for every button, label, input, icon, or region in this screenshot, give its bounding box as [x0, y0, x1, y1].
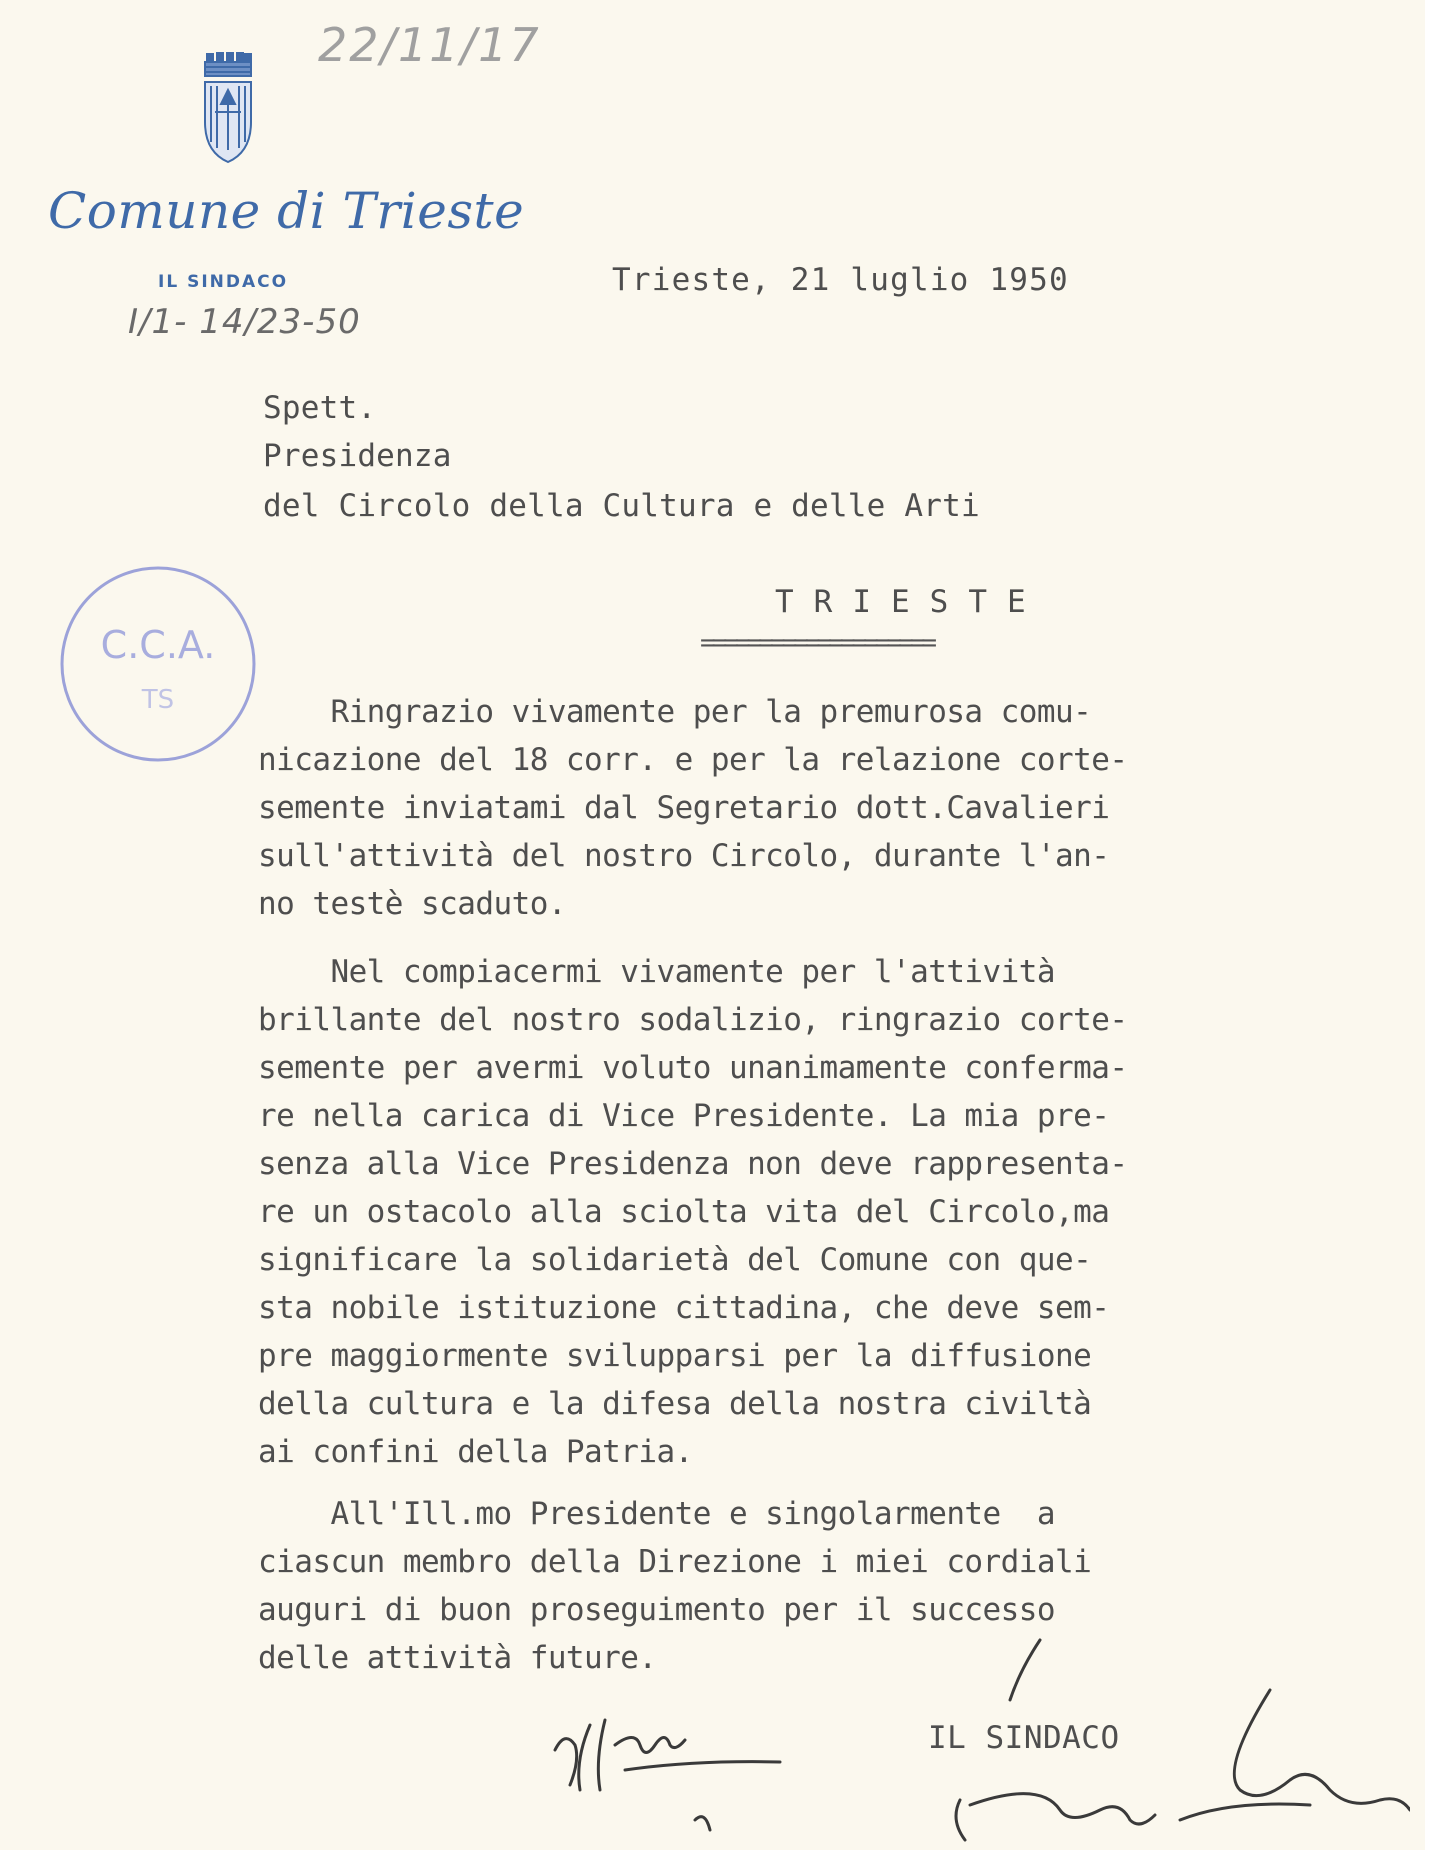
paragraph-line: senza alla Vice Presidenza non deve rappresenta- [258, 1146, 1128, 1182]
recipient-city: TRIESTE [775, 584, 1046, 620]
closing-title: IL SINDACO [928, 1720, 1120, 1756]
body-paragraph-1 [258, 688, 1378, 928]
archive-number-side: I/1- 14/23-50 [128, 302, 361, 342]
recipient-name: Presidenza [263, 438, 452, 474]
paragraph-line: semente per avermi voluto unanimamente conferma- [258, 1050, 1128, 1086]
paragraph-line: All'Ill.mo Presidente e singolarmente a [258, 1496, 1055, 1532]
paragraph-line: Nel compiacermi vivamente per l'attività [258, 954, 1055, 990]
paragraph-line: re nella carica di Vice Presidente. La mia pre- [258, 1098, 1110, 1134]
paragraph-line: sull'attività del nostro Circolo, durante l'an- [258, 838, 1110, 874]
paragraph-line: ciascun membro della Direzione i miei cordiali [258, 1544, 1092, 1580]
stamp-text-bottom: TS [141, 685, 175, 715]
paragraph-line: della cultura e la difesa della nostra civiltà [258, 1386, 1092, 1422]
recipient-salutation: Spett. [263, 390, 377, 426]
city-underline: ==================== [700, 628, 934, 658]
scan-edge [1425, 0, 1435, 1850]
mayor-signature-icon [890, 1630, 1410, 1850]
paragraph-line: auguri di buon proseguimento per il successo [258, 1592, 1055, 1628]
paragraph-line: sta nobile istituzione cittadina, che deve sem- [258, 1290, 1110, 1326]
trieste-coat-of-arms-icon [203, 52, 253, 164]
paragraph-line: significare la solidarietà del Comune con que- [258, 1242, 1092, 1278]
paragraph-line: delle attività future. [258, 1640, 657, 1676]
paragraph-line: nicazione del 18 corr. e per la relazione corte- [258, 742, 1128, 778]
cca-stamp [52, 558, 264, 770]
archive-number-top: 22/11/17 [318, 18, 541, 72]
paragraph-line: Ringrazio vivamente per la premurosa comu- [258, 694, 1092, 730]
handwritten-signature-icon [545, 1690, 845, 1840]
paragraph-line: no testè scaduto. [258, 886, 566, 922]
body-paragraph-2 [258, 948, 1378, 1476]
letterhead-subtitle: IL SINDACO [158, 272, 289, 292]
paragraph-line: re un ostacolo alla sciolta vita del Circolo,ma [258, 1194, 1110, 1230]
paragraph-line: semente inviatami dal Segretario dott.Cavalieri [258, 790, 1110, 826]
letterhead-title: Comune di Trieste [48, 182, 525, 240]
recipient-organization: del Circolo della Cultura e delle Arti [263, 488, 980, 524]
paragraph-line: brillante del nostro sodalizio, ringrazio corte- [258, 1002, 1128, 1038]
stamp-text-top: C.C.A. [100, 623, 216, 667]
paragraph-line: ai confini della Patria. [258, 1434, 693, 1470]
paragraph-line: pre maggiormente svilupparsi per la diffusione [258, 1338, 1092, 1374]
dateline: Trieste, 21 luglio 1950 [612, 262, 1069, 298]
